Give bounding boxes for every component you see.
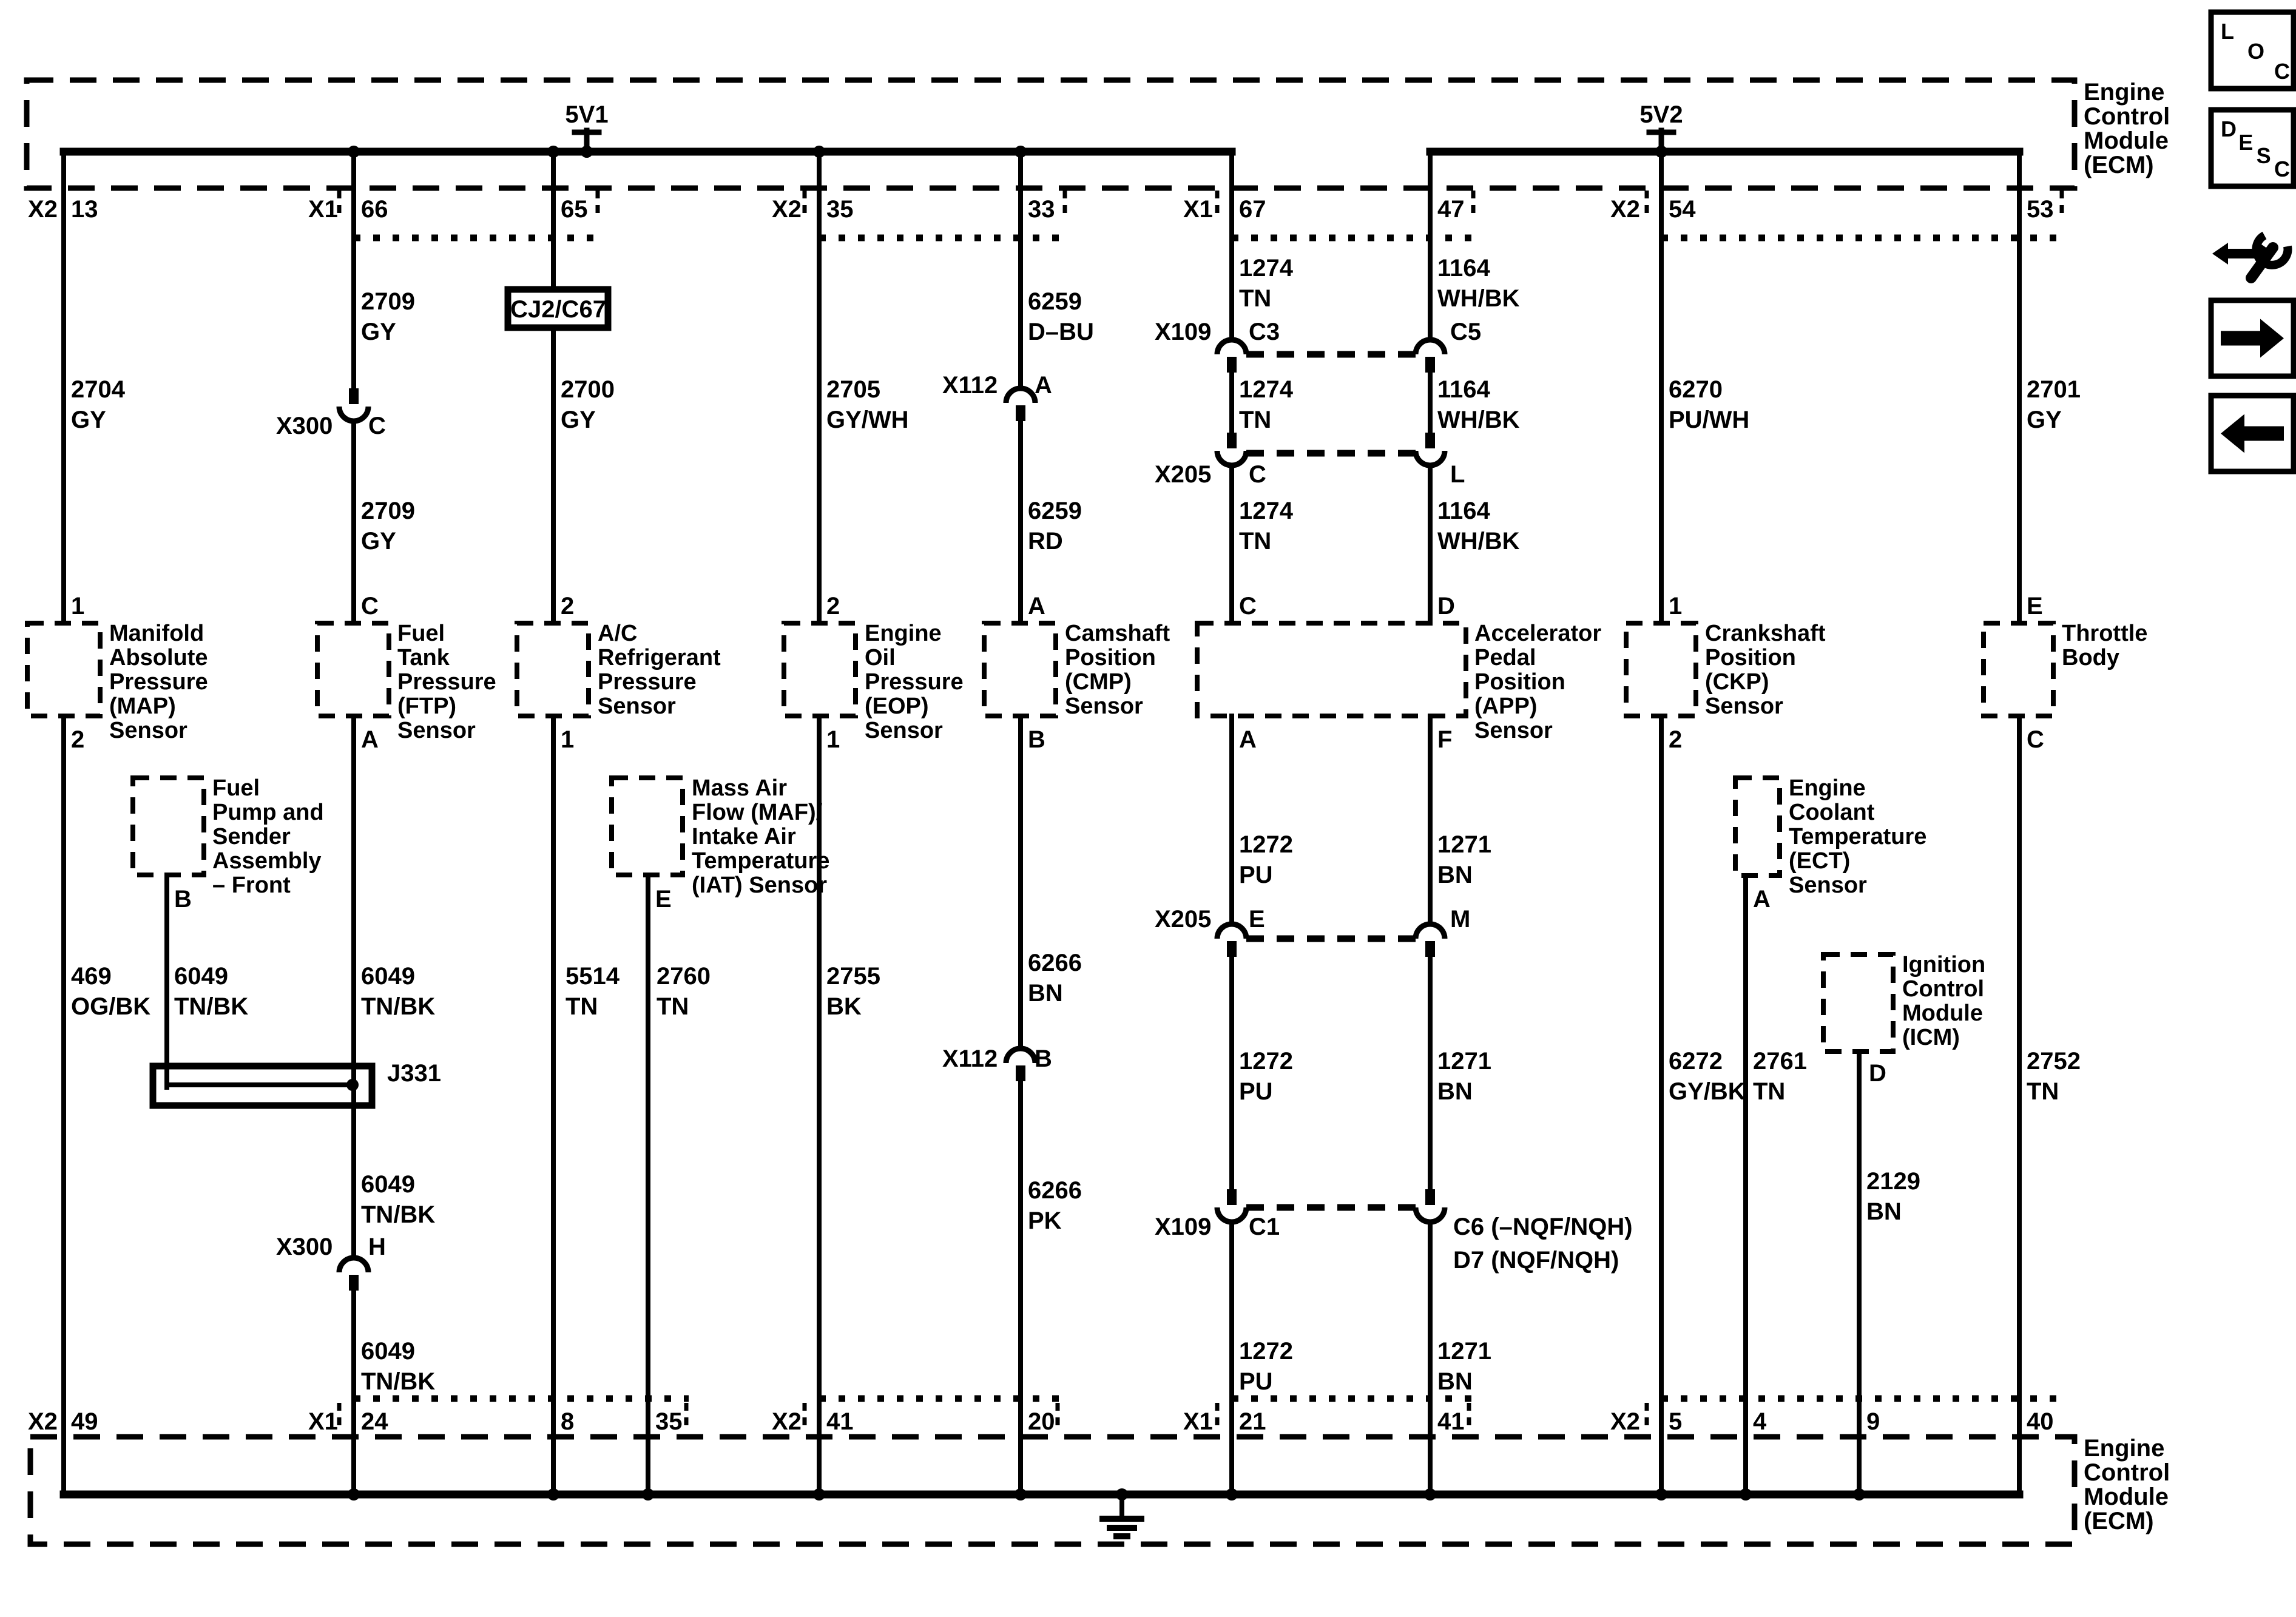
- wire-circuit-number: 6049: [361, 1171, 415, 1198]
- eop-sensor-label: Oil: [865, 645, 896, 670]
- ac-refrigerant-pressure-sensor-label: Sensor: [598, 694, 676, 719]
- throttle-body-label: Throttle: [2062, 621, 2148, 646]
- wire-color-code: WH/BK: [1437, 407, 1520, 433]
- ecm-pin-number: 8: [561, 1408, 575, 1435]
- wire-circuit-number: 469: [71, 963, 112, 990]
- ecm-pin-number: 65: [561, 196, 588, 223]
- wire-color-code: TN/BK: [361, 993, 436, 1020]
- wire-color-code: OG/BK: [71, 993, 151, 1020]
- 5v-reference-label: 5V1: [565, 101, 609, 128]
- ecm-pin-number: 33: [1028, 196, 1055, 223]
- ecm-connector-name: X2: [1610, 196, 1640, 223]
- connector-label: H: [368, 1234, 386, 1260]
- ckp-sensor-label: (CKP): [1705, 669, 1769, 695]
- x109-c5-connector-pin: [1425, 357, 1435, 373]
- wire-color-code: PU/WH: [1669, 407, 1750, 433]
- desc-button-letter: S: [2256, 143, 2271, 168]
- ecm-label-line: Module: [2084, 127, 2169, 154]
- ecm-pin-number: 24: [361, 1408, 388, 1435]
- fuel-pump-sender-assembly-label: Sender: [212, 824, 291, 849]
- component-pin-letter: A: [1239, 726, 1257, 753]
- x109-c3-connector-pin: [1227, 357, 1237, 373]
- x109-c6-connector-pin: [1425, 1189, 1435, 1205]
- ecm-connector-name: X2: [772, 1408, 802, 1435]
- wire-circuit-number: 6049: [361, 963, 415, 990]
- connector-label: X109: [1155, 319, 1212, 345]
- loc-button[interactable]: [2211, 12, 2294, 89]
- ecm-pin-number: 49: [71, 1408, 98, 1435]
- wire-circuit-number: 6049: [174, 963, 228, 990]
- wire-color-code: BK: [826, 993, 862, 1020]
- connector-label: C: [368, 413, 386, 439]
- ecm-pin-number: 41: [1437, 1408, 1465, 1435]
- desc-button-letter: E: [2238, 130, 2254, 155]
- 5v-reference-label: 5V2: [1639, 101, 1683, 128]
- wire-circuit-number: 2700: [561, 376, 615, 403]
- maf-iat-sensor-label: Flow (MAF)/: [692, 800, 823, 825]
- component-pin-letter: 1: [1669, 593, 1683, 619]
- ecm-label-line: Module: [2084, 1484, 2169, 1510]
- ecm-pin-number: 20: [1028, 1408, 1055, 1435]
- component-pin-letter: F: [1437, 726, 1453, 753]
- connector-label: X205: [1155, 906, 1212, 933]
- wire-circuit-number: 2701: [2027, 376, 2081, 403]
- app-sensor-label: Accelerator: [1474, 621, 1602, 646]
- ecm-label-line: (ECM): [2084, 1508, 2154, 1534]
- wire-color-code: WH/BK: [1437, 285, 1520, 312]
- app-sensor-label: Pedal: [1474, 645, 1536, 670]
- ac-refrigerant-pressure-sensor-label: A/C: [598, 621, 638, 646]
- cmp-sensor-label: Camshaft: [1065, 621, 1170, 646]
- wire-color-code: PU: [1239, 1078, 1273, 1105]
- maf-iat-sensor-label: Mass Air: [692, 775, 787, 801]
- wire-circuit-number: 1274: [1239, 498, 1293, 524]
- app-sensor-label: (APP): [1474, 694, 1538, 719]
- connector-label: X109: [1155, 1214, 1212, 1240]
- wire-color-code: TN/BK: [361, 1368, 436, 1395]
- wire-circuit-number: 1164: [1437, 376, 1490, 403]
- x112-a-connector-pin: [1016, 405, 1025, 421]
- junction-dot: [1226, 1488, 1238, 1501]
- ect-sensor-label: Sensor: [1789, 873, 1867, 898]
- junction-dot: [1015, 1488, 1027, 1501]
- wire-color-code: WH/BK: [1437, 528, 1520, 555]
- component-pin-letter: C: [2027, 726, 2044, 753]
- ecm-label-line: Engine: [2084, 79, 2165, 106]
- map-sensor-label: Absolute: [109, 645, 208, 670]
- ftp-sensor-label: (FTP): [397, 694, 457, 719]
- ect-sensor-label: Temperature: [1789, 824, 1927, 849]
- map-sensor-label: Manifold: [109, 621, 204, 646]
- junction-dot: [547, 146, 559, 158]
- ecm-connector-name: X2: [772, 196, 802, 223]
- wire-circuit-number: 2709: [361, 498, 415, 524]
- wire-color-code: PK: [1028, 1207, 1062, 1234]
- ckp-sensor-label: Sensor: [1705, 694, 1783, 719]
- wire-color-code: TN: [1753, 1078, 1786, 1105]
- wire-circuit-number: 1272: [1239, 1048, 1293, 1075]
- ftp-sensor-label: Pressure: [397, 669, 496, 695]
- ect-sensor-label: (ECT): [1789, 848, 1851, 874]
- ecm-pin-number: 13: [71, 196, 98, 223]
- ecm-pin-number: 35: [826, 196, 854, 223]
- wire-color-code: TN/BK: [361, 1201, 436, 1228]
- wire-circuit-number: 1271: [1437, 831, 1491, 858]
- wire-color-code: PU: [1239, 1368, 1273, 1395]
- wire-circuit-number: 6270: [1669, 376, 1723, 403]
- junction-dot: [348, 146, 360, 158]
- wire-circuit-number: 1272: [1239, 1338, 1293, 1365]
- x205-c-connector-pin: [1227, 433, 1237, 448]
- fuel-pump-sender-assembly-label: Fuel: [212, 775, 260, 801]
- wire-circuit-number: 1274: [1239, 255, 1293, 282]
- ecm-connector-name: X1: [308, 1408, 338, 1435]
- component-pin-letter: B: [174, 886, 192, 913]
- component-pin-letter: A: [1028, 593, 1045, 619]
- wire-circuit-number: 2761: [1753, 1048, 1807, 1075]
- wire-circuit-number: 5514: [566, 963, 620, 990]
- map-sensor-label: Pressure: [109, 669, 208, 695]
- back-button[interactable]: [2211, 396, 2294, 471]
- wire-color-code: GY/BK: [1669, 1078, 1746, 1105]
- wire-circuit-number: 6259: [1028, 288, 1082, 315]
- connector-label: A: [1035, 372, 1052, 399]
- connector-label: L: [1450, 461, 1465, 488]
- desc-button-letter: C: [2274, 157, 2290, 181]
- desc-button-letter: D: [2221, 116, 2237, 141]
- component-pin-letter: 2: [71, 726, 85, 753]
- wire-circuit-number: 1271: [1437, 1338, 1491, 1365]
- wire-color-code: TN: [1239, 285, 1272, 312]
- map-sensor-label: Sensor: [109, 718, 187, 743]
- wire-circuit-number: 2760: [657, 963, 711, 990]
- component-pin-letter: 1: [561, 726, 575, 753]
- wire-circuit-number: 6272: [1669, 1048, 1723, 1075]
- wire-color-code: TN: [1239, 528, 1272, 555]
- ecm-connector-name: X1: [1183, 196, 1213, 223]
- component-pin-letter: 2: [561, 593, 575, 619]
- ecm-label-line: Control: [2084, 1459, 2170, 1486]
- ckp-sensor-label: Crankshaft: [1705, 621, 1826, 646]
- throttle-body-label: Body: [2062, 645, 2119, 670]
- component-pin-letter: C: [1239, 593, 1257, 619]
- connector-label: D7 (NQF/NQH): [1453, 1247, 1619, 1274]
- eop-sensor-label: Engine: [865, 621, 942, 646]
- fuel-pump-sender-assembly-label: Pump and: [212, 800, 324, 825]
- ecm-pin-number: 5: [1669, 1408, 1683, 1435]
- wire-color-code: BN: [1437, 862, 1473, 888]
- wire-color-code: TN: [2027, 1078, 2059, 1105]
- component-pin-letter: 2: [826, 593, 840, 619]
- cmp-sensor-label: (CMP): [1065, 669, 1132, 695]
- maf-iat-sensor-label: Intake Air: [692, 824, 796, 849]
- cmp-sensor-label: Sensor: [1065, 694, 1143, 719]
- eop-sensor-label: (EOP): [865, 694, 929, 719]
- ecm-pin-number: 21: [1239, 1408, 1266, 1435]
- connector-label: E: [1249, 906, 1265, 933]
- component-pin-letter: D: [1869, 1060, 1886, 1087]
- ac-refrigerant-pressure-sensor-label: Pressure: [598, 669, 697, 695]
- connector-label: C6 (–NQF/NQH): [1453, 1214, 1633, 1240]
- component-pin-letter: B: [1028, 726, 1045, 753]
- app-sensor-label: Position: [1474, 669, 1565, 695]
- loc-button-letter: O: [2247, 39, 2265, 64]
- j331-splice-label: J331: [387, 1060, 441, 1087]
- component-pin-letter: E: [2027, 593, 2043, 619]
- component-pin-letter: C: [361, 593, 379, 619]
- wire-circuit-number: 2755: [826, 963, 880, 990]
- ecm-connector-name: X1: [1183, 1408, 1213, 1435]
- eop-sensor-label: Sensor: [865, 718, 943, 743]
- junction-dot: [1740, 1488, 1752, 1501]
- ecm-pin-number: 53: [2027, 196, 2054, 223]
- ecm-pin-number: 66: [361, 196, 388, 223]
- ect-sensor-label: Coolant: [1789, 800, 1875, 825]
- ckp-sensor-label: Position: [1705, 645, 1796, 670]
- connector-label: C5: [1450, 319, 1482, 345]
- wire-color-code: GY: [361, 528, 396, 555]
- x300-h-connector-pin: [349, 1275, 359, 1291]
- connector-label: X300: [276, 1234, 333, 1260]
- ecm-connector-name: X2: [28, 1408, 58, 1435]
- wire-color-code: PU: [1239, 862, 1273, 888]
- wire-circuit-number: 1164: [1437, 498, 1490, 524]
- forward-button[interactable]: [2211, 300, 2294, 376]
- ac-refrigerant-pressure-sensor-label: Refrigerant: [598, 645, 721, 670]
- wire-circuit-number: 6266: [1028, 1177, 1082, 1204]
- ecm-label-line: Engine: [2084, 1435, 2165, 1462]
- x112-b-connector-pin: [1016, 1065, 1025, 1081]
- desc-button[interactable]: [2211, 110, 2294, 186]
- component-pin-letter: D: [1437, 593, 1455, 619]
- ecm-connector-name: X2: [1610, 1408, 1640, 1435]
- ect-sensor-label: Engine: [1789, 775, 1866, 801]
- wire-color-code: RD: [1028, 528, 1063, 555]
- 5v-tap-dot: [1655, 146, 1667, 158]
- icm-label: Module: [1902, 1001, 1983, 1026]
- wire-circuit-number: 2705: [826, 376, 880, 403]
- junction-dot: [813, 1488, 825, 1501]
- wire-color-code: GY: [2027, 407, 2062, 433]
- junction-dot: [348, 1488, 360, 1501]
- wire-color-code: GY: [361, 319, 396, 345]
- ecm-pin-number: 47: [1437, 196, 1465, 223]
- cj2-c67-connector-label: CJ2/C67: [510, 296, 606, 323]
- wire-circuit-number: 1271: [1437, 1048, 1491, 1075]
- ftp-sensor-label: Sensor: [397, 718, 476, 743]
- fuel-pump-sender-assembly-label: Assembly: [212, 848, 322, 874]
- wire-circuit-number: 1274: [1239, 376, 1293, 403]
- wire-color-code: GY: [561, 407, 596, 433]
- component-pin-letter: E: [655, 886, 672, 913]
- ecm-connector-name: X2: [28, 196, 58, 223]
- map-sensor-label: (MAP): [109, 694, 176, 719]
- 5v-tap-dot: [581, 146, 593, 158]
- wire-circuit-number: 6259: [1028, 498, 1082, 524]
- wire-circuit-number: 1272: [1239, 831, 1293, 858]
- ecm-pin-number: 40: [2027, 1408, 2054, 1435]
- wire-color-code: BN: [1866, 1198, 1902, 1225]
- icm-label: Ignition: [1902, 952, 1986, 977]
- connector-label: C1: [1249, 1214, 1280, 1240]
- icm-label: (ICM): [1902, 1025, 1960, 1050]
- app-sensor-label: Sensor: [1474, 718, 1553, 743]
- connector-label: X300: [276, 413, 333, 439]
- maf-iat-sensor-label: (IAT) Sensor: [692, 873, 828, 898]
- wire-circuit-number: 6049: [361, 1338, 415, 1365]
- x300-c-connector-pin: [349, 388, 359, 404]
- ftp-sensor-label: Fuel: [397, 621, 445, 646]
- component-pin-letter: 1: [71, 593, 85, 619]
- ecm-label-line: Control: [2084, 103, 2170, 130]
- wire-circuit-number: 2709: [361, 288, 415, 315]
- ecm-connector-name: X1: [308, 196, 338, 223]
- junction-dot: [813, 146, 825, 158]
- loc-button-letter: L: [2221, 19, 2234, 44]
- wire-color-code: BN: [1028, 980, 1063, 1007]
- ftp-sensor-label: Tank: [397, 645, 450, 670]
- component-pin-letter: A: [361, 726, 379, 753]
- junction-dot: [547, 1488, 559, 1501]
- component-pin-letter: 1: [826, 726, 840, 753]
- eop-sensor-label: Pressure: [865, 669, 964, 695]
- cmp-sensor-label: Position: [1065, 645, 1156, 670]
- junction-dot: [1853, 1488, 1865, 1501]
- wire-circuit-number: 6266: [1028, 950, 1082, 976]
- connector-label: X205: [1155, 461, 1212, 488]
- wire-color-code: TN/BK: [174, 993, 249, 1020]
- icm-label: Control: [1902, 976, 1985, 1002]
- wire-color-code: TN: [657, 993, 689, 1020]
- ecm-pin-number: 35: [655, 1408, 683, 1435]
- connector-label: C: [1249, 461, 1266, 488]
- wire-color-code: D–BU: [1028, 319, 1094, 345]
- fuel-pump-sender-assembly-label: – Front: [212, 873, 291, 898]
- wire-circuit-number: 2752: [2027, 1048, 2081, 1075]
- wire-color-code: TN: [1239, 407, 1272, 433]
- ecm-pin-number: 41: [826, 1408, 854, 1435]
- connector-label: B: [1035, 1045, 1052, 1072]
- ecm-pin-number: 54: [1669, 196, 1696, 223]
- connector-label: C3: [1249, 319, 1280, 345]
- connector-label: M: [1450, 906, 1471, 933]
- junction-dot: [642, 1488, 654, 1501]
- wire-circuit-number: 1164: [1437, 255, 1490, 282]
- wire-circuit-number: 2129: [1866, 1168, 1920, 1195]
- x109-c1-connector-pin: [1227, 1189, 1237, 1205]
- component-pin-letter: A: [1753, 886, 1771, 913]
- component-pin-letter: 2: [1669, 726, 1683, 753]
- wire-color-code: GY: [71, 407, 106, 433]
- ecm-pin-number: 67: [1239, 196, 1266, 223]
- wire-color-code: BN: [1437, 1368, 1473, 1395]
- loc-button-letter: C: [2274, 59, 2290, 84]
- junction-dot: [1655, 1488, 1667, 1501]
- ecm-label-line: (ECM): [2084, 152, 2154, 178]
- x205-m-connector-pin: [1425, 941, 1435, 957]
- connector-label: X112: [942, 372, 998, 399]
- ecm-pin-number: 9: [1866, 1408, 1880, 1435]
- wire-color-code: GY/WH: [826, 407, 909, 433]
- wire-color-code: BN: [1437, 1078, 1473, 1105]
- maf-iat-sensor-label: Temperature: [692, 848, 830, 874]
- junction-dot: [1015, 146, 1027, 158]
- connector-label: X112: [942, 1045, 998, 1072]
- junction-dot: [1424, 1488, 1436, 1501]
- wire-circuit-number: 2704: [71, 376, 125, 403]
- junction-dot: [346, 1079, 359, 1091]
- x205-l-connector-pin: [1425, 433, 1435, 448]
- x205-e-connector-pin: [1227, 941, 1237, 957]
- ecm-pin-number: 4: [1753, 1408, 1767, 1435]
- wire-color-code: TN: [566, 993, 598, 1020]
